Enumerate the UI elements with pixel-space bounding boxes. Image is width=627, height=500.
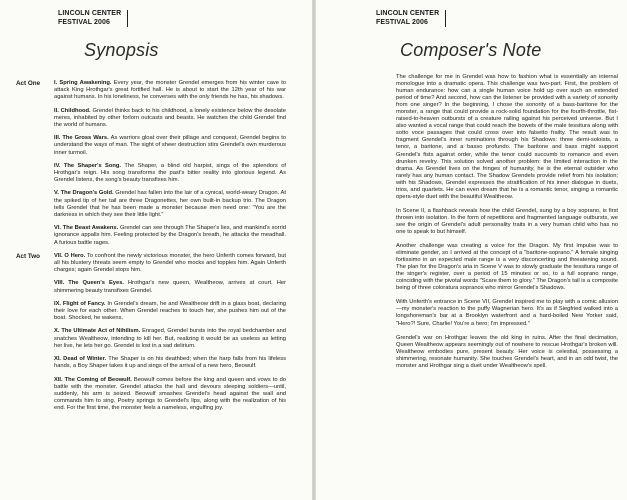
act-label: [12, 225, 54, 247]
entry-text: [54, 280, 286, 294]
entry-text: [54, 108, 286, 130]
act-label: [12, 190, 54, 219]
synopsis-entry: [12, 356, 308, 370]
note-paragraph: The challenge for me in Grendel was how to fashion what is essentially an internal monologue into a dramatic opera. This challenge was two-part. First, the problem of human endurance: how can a single human voice hold up over such an extended period of time? And second, how can the listener be provided with a variety of sonority from one singer? In the beginning, I chose the sonority of a bass-baritone for the monster, a range that could provide a rock-solid foundation for the fourth-throttle, fist-raised-to-heaven outbursts of a creature railing against his perceived universe. But I also wanted a vocal range that could reach the bowels of the male tessitura along with sotto voce passages that could cross over into falsetto frailty. The result was to fragment Grendel's inner ruminations through his Shadows: three demi-soloists, a tenor, a baritone, and a basso profundo. The baritone and bass might support Grendel's fists against order, while the tenor could succumb to romance and even drunken revelry. This solution solved another problem: the limited interaction in the drama. As Grendel lives on the fringes of humanity, he is the eternal outsider who rarely has any human contact. The Shadow Grendels provide relief from his isolation; with his Shadows, Grendel expresses the stratification of his inner dialogue in duets, trios, and quartets. He can even dream that he is a romantic tenor, singing a romantic opera-style duet with the beautiful Wealtheow.: [396, 74, 618, 200]
scene-title: XII. The Coming of Beowulf.: [54, 376, 132, 383]
synopsis-entry: [12, 225, 308, 247]
scene-description: Grendel has fallen into the lair of a cynical, world-weary Dragon. At the spiked tip of her tail are three Dragonettes, her own built-in backup trio. The Dragon tells Grendel that he has been made a monster because men need one: "You are the darkness in which they see their little light.": [54, 190, 286, 219]
scene-title: VI. The Beast Awakens.: [54, 225, 119, 232]
scene-description: To confront the newly victorious monster, the hero Unferth comes forward, but all his blustery threats seem empty to Grendel who mocks and topples him. Again Unferth charges; again Grendel stops him.: [54, 252, 286, 274]
synopsis-heading: Synopsis: [84, 40, 159, 60]
synopsis-entry: [12, 280, 308, 294]
entry-text: [54, 356, 286, 370]
festival-line-1: LINCOLN CENTER: [58, 10, 122, 17]
scene-title: VIII. The Queen's Eyes.: [54, 280, 124, 287]
scene-description: Every year, the monster Grendel emerges from his winter cave to attack King Hrothgar's great fortified hall. He is about to start the 12th year of his war against humans. In his loneliness, he converses with the only friends he has, his shadows.: [54, 80, 286, 101]
note-paragraph: In Scene II, a flashback reveals how the child Grendel, sung by a boy soprano, is first thrown into isolation. In the form of repetitions and fragmented language outbursts, we see the origin of Grendel's adult personality traits in a very human child who has no one to speak to but himself.: [396, 207, 618, 235]
scene-title: XI. Dead of Winter.: [54, 356, 107, 363]
act-label: [12, 328, 54, 350]
act-label: Act Two: [16, 252, 41, 260]
entry-text: [54, 135, 286, 157]
composers-note-page: [316, 0, 627, 500]
act-label: [12, 135, 54, 157]
entry-text: [54, 163, 286, 185]
note-paragraph: Another challenge was creating a voice for the Dragon. My first impulse was to eliminate gender, so I arrived at the concept of a "baritone-soprano." A female singing fortissimo in an expected male range is a very disconcerting and threatening sound. The plan for the Dragon's aria in Scene V was to slowly graduate the tessitura range of the singer's register, over a period of 15 minutes or so, to a full soprano range, coinciding with the pivotal words "Scare them to glory." The Dragon's tail is a composite being of three coloratura sopranos who mirror Grendel's Shadows.: [396, 243, 618, 292]
entry-text: [54, 377, 286, 413]
entry-text: [54, 253, 286, 275]
scene-title: VII. O Hero.: [54, 252, 86, 259]
synopsis-entry: [12, 80, 308, 102]
festival-line-1: LINCOLN CENTER: [376, 10, 440, 17]
scene-title: I. Spring Awakening.: [54, 80, 112, 86]
synopsis-entry: [12, 328, 308, 350]
scene-description: The Shaper, a blind old harpist, sings of the splendors of Hrothgar's reign. His song transforms the past's bitter reality into glorious legend. As Grendel listens, the song's beauty transfixes him.: [54, 162, 286, 184]
scene-title: II. Childhood.: [54, 107, 91, 114]
synopsis-entry: [12, 163, 308, 185]
festival-label: [376, 10, 446, 27]
scene-description: In Grendel's dream, he and Wealtheow drift in a glass boat, declaring their love for each other. When Grendel reaches to touch her, she pushes him out of the boat. Shocked, he wakens.: [54, 300, 286, 322]
act-label: [12, 377, 54, 413]
synopsis-entry: [12, 301, 308, 323]
act-label: [12, 108, 54, 130]
scene-description: Grendel thinks back to his childhood, a lonely existence below the desolate meres, inhabited by other forlorn outcasts and beasts. He watches the child Grendel find the world of humans.: [54, 107, 286, 129]
entry-text: [54, 225, 286, 247]
scene-description: Grendel can see through The Shaper's lies, and mankind's sorrid ignorance appalls him. Feeling protected by the Dragon's breath, he attacks the meadhall. A furious battle rages.: [54, 225, 286, 246]
scene-title: V. The Dragon's Gold.: [54, 190, 114, 197]
synopsis-entry: [12, 190, 308, 219]
note-paragraph: With Unferth's entrance in Scene VII, Grendel inspired me to play with a comic allusion—my monster's reaction to the puffy Wagnerian hero. It's as if Siegfried walked into a longshoreman's bar at a Brooklyn waterfront and a hard-boiled New Yorker said, "Hero?! Sure, Charlie! You're a hero; I'm impressed.": [396, 299, 618, 327]
entry-text: [54, 190, 286, 219]
note-paragraph: Grendel's war on Hrothgar leaves the old king in ruins. After the final decimation, Queen Wealtheow appears seemingly out of nowhere to rescue Hrothgar's broken will. Wealtheow embodies pure, present beauty. Her voice is celestial, possessing a shimmering, resonate humanity. She touches Grendel's heart, and in an odd twist, the monster and Hrothgar sing a duet under Wealtheow's spell.: [396, 334, 618, 369]
festival-line-2: FESTIVAL 2006: [376, 18, 429, 26]
synopsis-entry: [12, 377, 308, 413]
festival-line-2: FESTIVAL 2006: [58, 18, 111, 26]
scene-title: IV. The Shaper's Song.: [54, 162, 121, 169]
entry-text: [54, 301, 286, 323]
synopsis-entry: [12, 108, 308, 130]
synopsis-entry: [12, 135, 308, 157]
scene-title: X. The Ultimate Act of Nihilism.: [54, 328, 141, 335]
synopsis-page: [0, 0, 312, 500]
entry-text: [54, 80, 286, 102]
scene-description: Beowulf comes before the king and queen and vows to do battle with the monster. Grendel attacks the hall and devours sleeping soldiers—until, suddenly, his arm is seized. Beowulf smashes Grendel's head against the wall and commands him to sing. Poetry springs to Grendel's lips, along with the realization of his end. For the first time, the monster feels a nameless, engulfing joy.: [54, 376, 286, 412]
act-label: [12, 163, 54, 185]
act-label: [12, 301, 54, 323]
scene-title: IX. Flight of Fancy.: [54, 300, 106, 307]
act-label: [12, 280, 54, 294]
scene-description: Enraged, Grendel bursts into the royal bedchamber and snatches Wealtheow, intending to kill her. But, realizing it would be as useless as letting her live, he lets her go. Grendel is lost in a sad delirium.: [54, 328, 286, 349]
entry-text: [54, 328, 286, 350]
composers-note-body: [396, 74, 618, 377]
act-label: [12, 356, 54, 370]
scene-description: Hrothgar's new queen, Wealtheow, arrives at court. Her shimmering beauty transfixes Grendel.: [54, 280, 286, 294]
composers-note-heading: Composer's Note: [400, 40, 542, 60]
act-label: Act One: [16, 80, 41, 87]
festival-label: [58, 10, 128, 27]
synopsis-body: [12, 80, 308, 419]
scene-title: III. The Gross Wars.: [54, 135, 109, 142]
scene-description: As warriors gloat over their pillage and conquest, Grendel begins to understand the ways of man. The sight of sheer destruction stirs Grendel's own murderous inner turmoil.: [54, 135, 286, 156]
scene-description: The Shaper is on his deathbed; when the harp falls from his lifeless hands, a Boy Shaper takes it up and sings of the arrival of a new hero, Beowulf.: [54, 356, 286, 370]
synopsis-entry: [12, 253, 308, 275]
